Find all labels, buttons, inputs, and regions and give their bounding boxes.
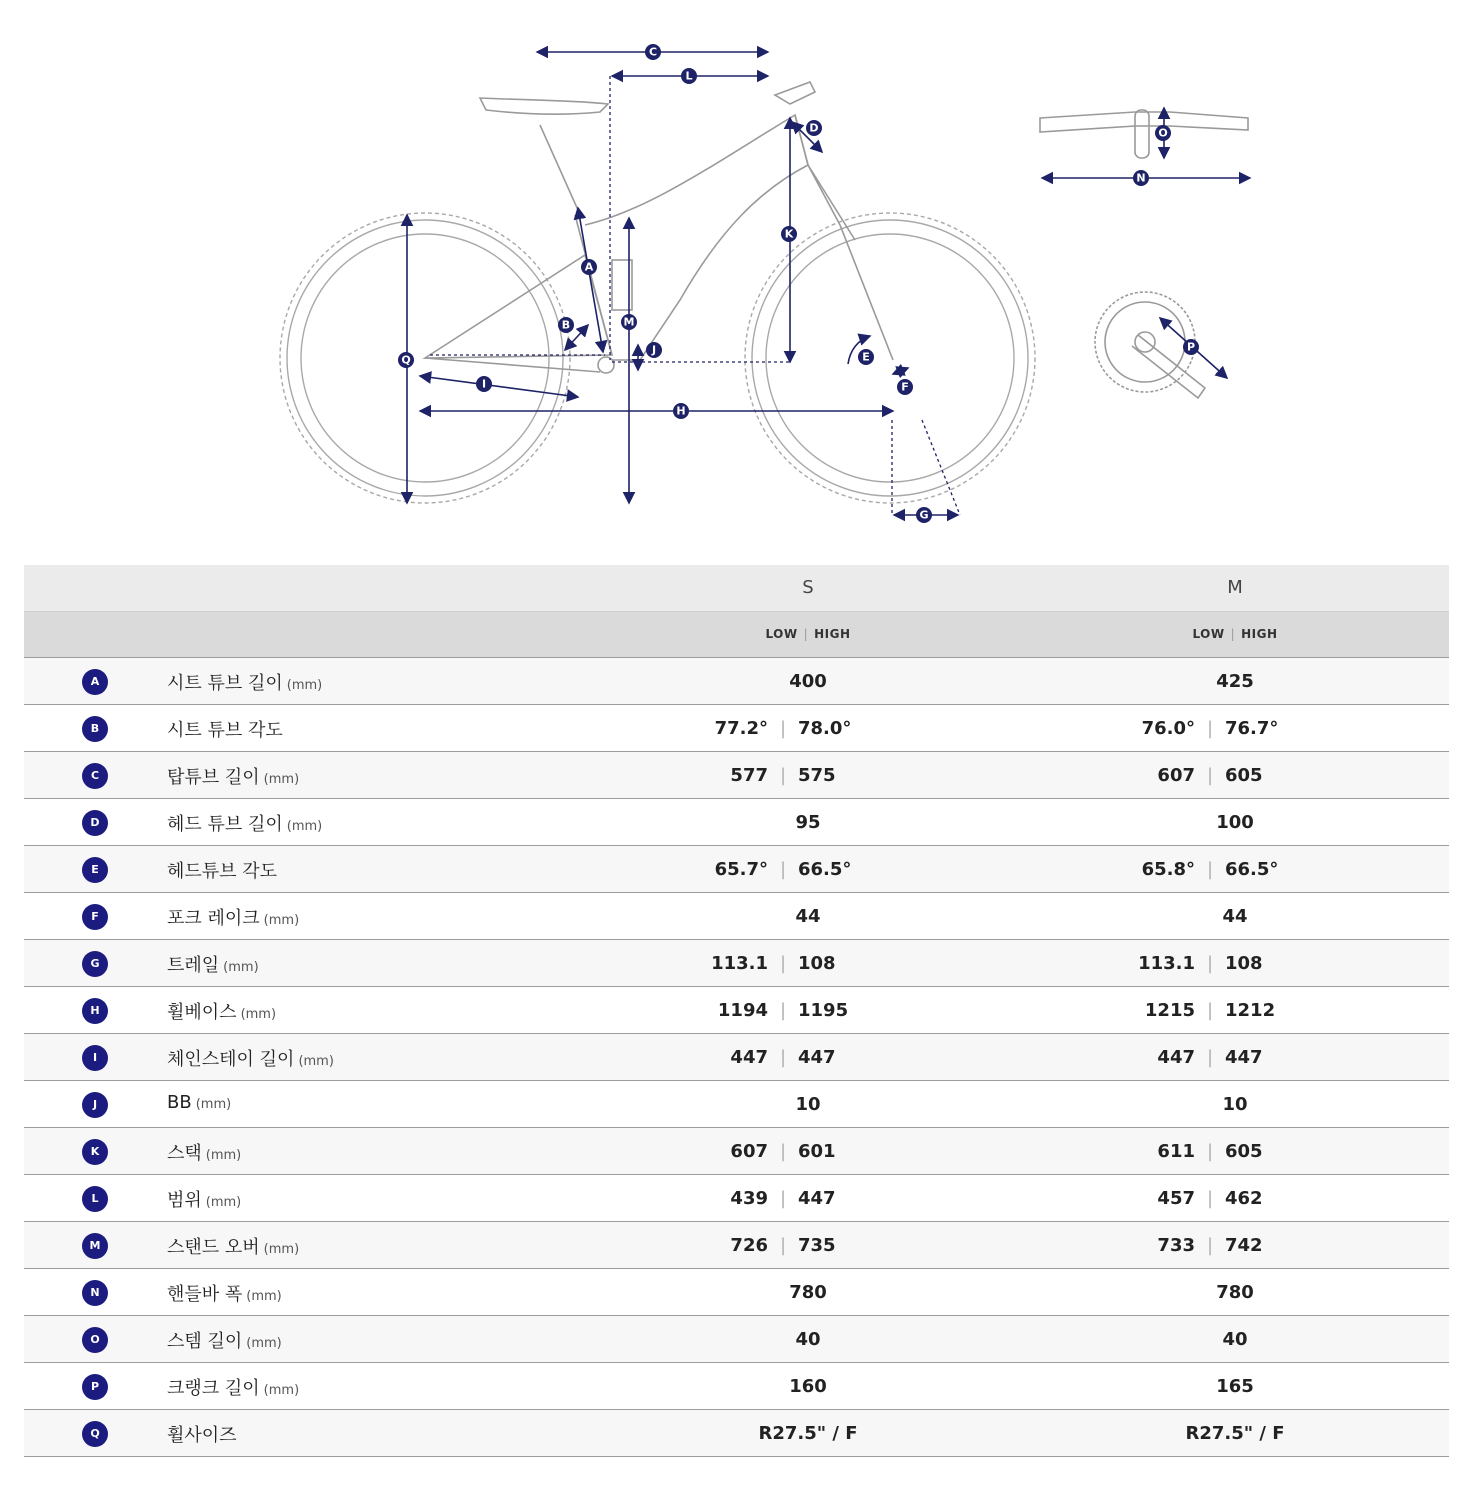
value-m-single: 44: [1222, 906, 1248, 927]
value-m-single: 165: [1216, 1376, 1254, 1397]
row-label: [167, 1186, 241, 1212]
value-m-low: 447: [1157, 1047, 1195, 1068]
low-high-m: LOW | HIGH: [1192, 627, 1278, 641]
value-m-low: 611: [1157, 1141, 1195, 1162]
table-row: [24, 1363, 1449, 1410]
value-separator: |: [1206, 953, 1214, 974]
value-separator: |: [1206, 718, 1214, 739]
bike-geometry-diagram: [0, 0, 1479, 560]
value-s: [663, 953, 903, 974]
low-high-header-row: [24, 612, 1449, 658]
size-header-row: [24, 565, 1449, 612]
value-s-high: 108: [798, 953, 836, 974]
value-m-single: 10: [1222, 1094, 1248, 1115]
table-row: [24, 799, 1449, 846]
row-label: [167, 904, 299, 930]
value-separator: |: [1206, 765, 1214, 786]
row-label: [167, 1327, 282, 1353]
size-m-header: M: [1227, 577, 1243, 598]
value-m-low: 607: [1157, 765, 1195, 786]
value-m: [1090, 1282, 1355, 1303]
svg-text:P: P: [1186, 340, 1196, 354]
value-s-high: 575: [798, 765, 836, 786]
row-badge: A: [82, 669, 108, 695]
value-m: [1090, 718, 1330, 739]
table-row: [24, 1222, 1449, 1269]
value-m: [1090, 859, 1330, 880]
value-s: [663, 812, 928, 833]
row-unit: (mm): [223, 960, 259, 975]
value-m: [1090, 1235, 1330, 1256]
value-separator: |: [1206, 1235, 1214, 1256]
svg-text:L: L: [685, 69, 693, 83]
value-s-single: 400: [789, 671, 827, 692]
value-m: [1090, 906, 1355, 927]
value-s: [663, 1141, 903, 1162]
value-separator: |: [779, 718, 787, 739]
row-badge: P: [82, 1374, 108, 1400]
value-separator: |: [779, 765, 787, 786]
value-separator: |: [1206, 1141, 1214, 1162]
value-m: [1090, 1376, 1355, 1397]
value-m: [1090, 1094, 1355, 1115]
row-label: [167, 857, 277, 883]
svg-text:C: C: [648, 45, 658, 59]
table-row: [24, 940, 1449, 987]
row-unit: (mm): [205, 1148, 242, 1163]
svg-text:Q: Q: [401, 353, 411, 367]
row-label: [167, 998, 276, 1024]
row-label-text: 헤드 튜브 길이: [167, 814, 283, 835]
table-row: [24, 658, 1449, 705]
svg-text:E: E: [862, 350, 870, 364]
badge-E: [858, 349, 874, 365]
row-badge: E: [82, 857, 108, 883]
value-s-single: R27.5" / F: [758, 1423, 858, 1444]
value-s-high: 1195: [798, 1000, 849, 1021]
value-m-low: 733: [1157, 1235, 1195, 1256]
table-row: [24, 1175, 1449, 1222]
table-row: [24, 1128, 1449, 1175]
value-s-low: 113.1: [711, 953, 768, 974]
table-row: [24, 752, 1449, 799]
value-s-single: 40: [795, 1329, 821, 1350]
value-m-single: R27.5" / F: [1185, 1423, 1285, 1444]
value-m: [1090, 953, 1330, 974]
value-m: [1090, 1047, 1330, 1068]
value-s-low: 726: [730, 1235, 768, 1256]
badge-B: [558, 317, 574, 333]
row-unit: (mm): [205, 1195, 242, 1210]
value-s: [663, 765, 903, 786]
value-separator: |: [1206, 1000, 1214, 1021]
front-wheel: [745, 213, 1035, 503]
row-badge: F: [82, 904, 108, 930]
value-m-high: 605: [1225, 1141, 1263, 1162]
row-unit: (mm): [263, 772, 300, 787]
row-label: [167, 1092, 231, 1113]
row-unit: (mm): [246, 1336, 282, 1351]
svg-text:B: B: [561, 318, 571, 332]
row-label: [167, 716, 283, 742]
row-label-text: 범위: [167, 1190, 202, 1211]
value-s-low: 577: [730, 765, 768, 786]
value-s: [663, 1047, 903, 1068]
table-row: [24, 1081, 1449, 1128]
row-label-text: 스템 길이: [167, 1331, 243, 1352]
badge-Q: [398, 352, 414, 368]
row-unit: (mm): [286, 678, 323, 693]
value-m-high: 76.7°: [1225, 718, 1279, 739]
svg-text:G: G: [919, 508, 929, 522]
value-m-single: 40: [1222, 1329, 1248, 1350]
value-separator: |: [779, 1000, 787, 1021]
row-badge: C: [82, 763, 108, 789]
table-row: [24, 846, 1449, 893]
value-separator: |: [1206, 1047, 1214, 1068]
value-s-low: 77.2°: [714, 718, 768, 739]
badge-C: [645, 44, 661, 60]
row-label: [167, 1233, 299, 1259]
value-m-high: 447: [1225, 1047, 1263, 1068]
badge-G: [916, 507, 932, 523]
handlebar-diagram: [1040, 110, 1248, 158]
row-label-text: 스택: [167, 1143, 202, 1164]
row-label-text: 포크 레이크: [167, 908, 260, 929]
value-m: [1090, 765, 1330, 786]
value-s: [663, 1423, 928, 1444]
value-separator: |: [779, 859, 787, 880]
row-badge: D: [82, 810, 108, 836]
value-m-single: 100: [1216, 812, 1254, 833]
value-s: [663, 1000, 903, 1021]
value-s: [663, 671, 928, 692]
row-badge: G: [82, 951, 108, 977]
row-badge: L: [82, 1186, 108, 1212]
row-badge: K: [82, 1139, 108, 1165]
value-m-low: 65.8°: [1141, 859, 1195, 880]
value-s: [663, 906, 928, 927]
value-s: [663, 859, 903, 880]
row-badge: Q: [82, 1421, 108, 1447]
svg-text:K: K: [784, 227, 794, 241]
value-s-single: 44: [795, 906, 821, 927]
svg-text:A: A: [584, 260, 594, 274]
row-label-text: 휠사이즈: [167, 1425, 237, 1446]
badge-K: [781, 226, 797, 242]
value-separator: |: [779, 1188, 787, 1209]
value-s-single: 160: [789, 1376, 827, 1397]
value-m-high: 1212: [1225, 1000, 1276, 1021]
row-unit: (mm): [246, 1289, 282, 1304]
badge-L: [681, 68, 697, 84]
value-m-single: 425: [1216, 671, 1254, 692]
geometry-table: [24, 565, 1449, 1457]
row-label: [167, 1139, 241, 1165]
svg-text:J: J: [651, 343, 657, 357]
value-separator: |: [779, 1047, 787, 1068]
row-label: [167, 763, 299, 789]
table-body: [24, 658, 1449, 1457]
value-m-low: 457: [1157, 1188, 1195, 1209]
row-unit: (mm): [263, 1242, 300, 1257]
value-m-low: 76.0°: [1141, 718, 1195, 739]
value-s-low: 447: [730, 1047, 768, 1068]
svg-text:F: F: [901, 380, 909, 394]
badge-M: [621, 314, 637, 330]
table-row: [24, 893, 1449, 940]
value-m-low: 113.1: [1138, 953, 1195, 974]
svg-text:O: O: [1158, 126, 1168, 140]
svg-text:H: H: [676, 404, 686, 418]
value-m: [1090, 671, 1355, 692]
row-unit: (mm): [240, 1007, 277, 1022]
value-s: [663, 1282, 928, 1303]
value-s-high: 601: [798, 1141, 836, 1162]
value-s-single: 95: [795, 812, 821, 833]
value-separator: |: [1206, 1188, 1214, 1209]
row-unit: (mm): [195, 1097, 232, 1112]
value-s: [663, 1235, 903, 1256]
badge-O: [1155, 125, 1171, 141]
value-s-low: 607: [730, 1141, 768, 1162]
row-badge: J: [82, 1092, 108, 1118]
value-m: [1090, 1423, 1355, 1444]
value-m-high: 66.5°: [1225, 859, 1279, 880]
table-row: [24, 1410, 1449, 1457]
value-m: [1090, 1141, 1330, 1162]
badge-F: [897, 379, 913, 395]
row-label: [167, 1280, 282, 1306]
value-s-low: 439: [730, 1188, 768, 1209]
value-s: [663, 1094, 928, 1115]
value-s-high: 66.5°: [798, 859, 852, 880]
row-badge: B: [82, 716, 108, 742]
value-separator: |: [779, 1235, 787, 1256]
row-label: [167, 669, 322, 695]
value-m: [1090, 812, 1355, 833]
table-row: [24, 987, 1449, 1034]
row-unit: (mm): [298, 1054, 334, 1069]
value-m-high: 108: [1225, 953, 1263, 974]
value-m-low: 1215: [1144, 1000, 1195, 1021]
value-m-single: 780: [1216, 1282, 1254, 1303]
table-row: [24, 1269, 1449, 1316]
row-label-text: 핸들바 폭: [167, 1284, 243, 1305]
row-label-text: BB: [167, 1092, 192, 1113]
row-unit: (mm): [286, 819, 323, 834]
row-label-text: 휠베이스: [167, 1002, 237, 1023]
badge-I: [476, 376, 492, 392]
svg-text:M: M: [623, 315, 635, 329]
value-s-low: 65.7°: [714, 859, 768, 880]
row-label: [167, 1045, 334, 1071]
row-label-text: 헤드튜브 각도: [167, 861, 278, 882]
bike-frame: [425, 82, 893, 373]
row-label: [167, 810, 322, 836]
value-separator: |: [1206, 859, 1214, 880]
row-badge: N: [82, 1280, 108, 1306]
value-s: [663, 1376, 928, 1397]
row-label: [167, 1374, 299, 1400]
row-label-text: 시트 튜브 각도: [167, 720, 283, 741]
row-label-text: 스탠드 오버: [167, 1237, 260, 1258]
value-m: [1090, 1000, 1330, 1021]
row-label: [167, 1421, 237, 1447]
value-s: [663, 1188, 903, 1209]
row-label-text: 체인스테이 길이: [167, 1049, 295, 1070]
value-s-high: 78.0°: [798, 718, 852, 739]
badge-N: [1133, 170, 1149, 186]
row-unit: (mm): [263, 913, 300, 928]
svg-text:I: I: [481, 377, 487, 391]
value-s: [663, 1329, 928, 1350]
value-s: [663, 718, 903, 739]
badge-A: [581, 259, 597, 275]
value-s-low: 1194: [717, 1000, 768, 1021]
value-s-high: 735: [798, 1235, 836, 1256]
badge-H: [673, 403, 689, 419]
table-row: [24, 1034, 1449, 1081]
table-row: [24, 705, 1449, 752]
value-m-high: 462: [1225, 1188, 1263, 1209]
value-s-high: 447: [798, 1047, 836, 1068]
row-badge: M: [82, 1233, 108, 1259]
row-badge: O: [82, 1327, 108, 1353]
badge-D: [806, 120, 822, 136]
value-s-high: 447: [798, 1188, 836, 1209]
value-s-single: 780: [789, 1282, 827, 1303]
value-m: [1090, 1329, 1355, 1350]
row-badge: H: [82, 998, 108, 1024]
value-m: [1090, 1188, 1330, 1209]
badge-J: [646, 342, 662, 358]
table-row: [24, 1316, 1449, 1363]
low-high-s: LOW | HIGH: [765, 627, 851, 641]
value-separator: |: [779, 1141, 787, 1162]
value-m-high: 742: [1225, 1235, 1263, 1256]
value-s-single: 10: [795, 1094, 821, 1115]
row-label-text: 크랭크 길이: [167, 1378, 260, 1399]
badge-P: [1183, 339, 1199, 355]
row-badge: I: [82, 1045, 108, 1071]
row-label-text: 탑튜브 길이: [167, 767, 260, 788]
value-separator: |: [779, 953, 787, 974]
row-label-text: 시트 튜브 길이: [167, 673, 283, 694]
row-unit: (mm): [263, 1383, 300, 1398]
svg-text:D: D: [809, 121, 819, 135]
svg-text:N: N: [1136, 171, 1146, 185]
size-s-header: S: [802, 577, 814, 598]
value-m-high: 605: [1225, 765, 1263, 786]
row-label: [167, 951, 259, 977]
row-label-text: 트레일: [167, 955, 220, 976]
